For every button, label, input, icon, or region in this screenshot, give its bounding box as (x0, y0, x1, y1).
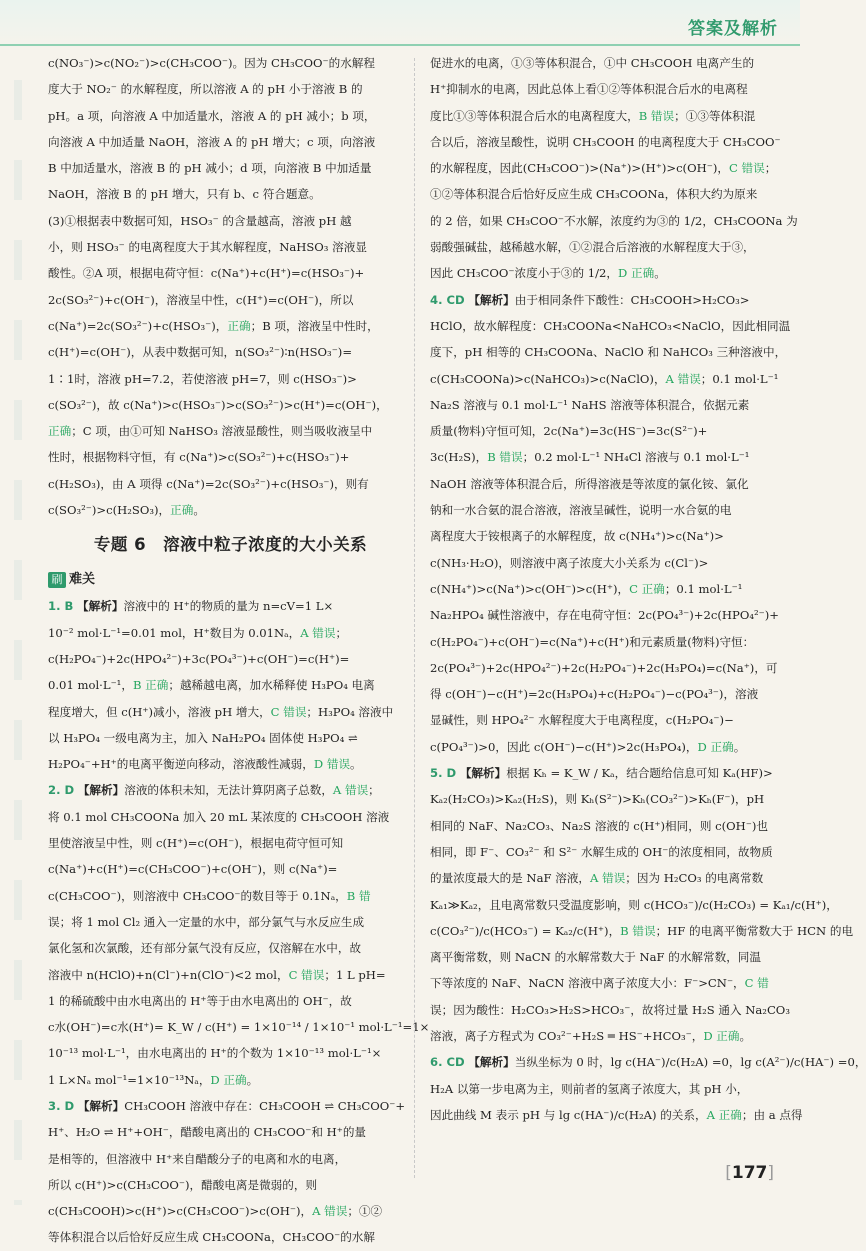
text-line: 10⁻² mol·L⁻¹=0.01 mol，H⁺数目为 0.01Nₐ，A 错误； (48, 625, 348, 640)
badge-label: 难关 (69, 572, 96, 588)
text-line: H₂PO₄⁻+H⁺的电离平衡逆向移动，溶液酸性减弱，D 错误。 (48, 757, 362, 772)
question-number: 5. D (430, 766, 457, 781)
header-rule (0, 44, 800, 46)
text-line: H⁺、H₂O ⇌ H⁺+OH⁻，醋酸电离出的 CH₃COO⁻和 H⁺的量 (48, 1125, 367, 1140)
text-line: 酸性。②A 项，根据电荷守恒：c(Na⁺)+c(H⁺)=c(HSO₃⁻)+ (48, 266, 365, 281)
verdict-highlight: D 正确 (618, 266, 655, 281)
text-line: c(H⁺)=c(OH⁻)，从表中数据可知，n(SO₃²⁻)∶n(HSO₃⁻)= (48, 345, 353, 360)
text-line (430, 287, 795, 313)
question-number: 6. CD (430, 1055, 465, 1070)
line-text: 溶液中的 H⁺的物质的量为 n=cV=1 L× (123, 599, 334, 614)
text-line: c(SO₃²⁻)>c(H₂SO₃)，正确。 (48, 503, 205, 518)
answer-q1 (48, 593, 413, 777)
text-line: 等体积混合以后恰好反应生成 CH₃COONa，CH₃COO⁻的水解 (48, 1230, 375, 1245)
column-divider (414, 58, 415, 1178)
text-line: 1∶1时，溶液 pH=7.2，若使溶液 pH=7，则 c(HSO₃⁻)> (48, 371, 357, 386)
text-line: 将 0.1 mol CH₃COONa 加入 20 mL 某浓度的 CH₃COOH 溶液 (48, 809, 390, 824)
text-line: NaOH 溶液等体积混合后，所得溶液是等浓度的氯化铵、氯化 (430, 476, 749, 491)
text-line: H₂A 以第一步电离为主，则前者的氢离子浓度大，其 pH 小， (430, 1081, 749, 1096)
text-line: 的 2 倍，如果 CH₃COO⁻不水解，浓度约为③的 1/2，CH₃COONa 为 (430, 213, 798, 228)
analysis-tag: 【解析】 (77, 783, 125, 798)
text-line (430, 1049, 866, 1075)
text-line: c(CH₃COOH)>c(H⁺)>c(CH₃COO⁻)>c(OH⁻)，A 错误；①② (48, 1204, 383, 1219)
question-number: 4. CD (430, 292, 465, 307)
verdict-highlight: B 错误 (638, 108, 675, 123)
text-line: 得 c(OH⁻)−c(H⁺)=2c(H₃PO₄)+c(H₂PO₄⁻)−c(PO₄³⁻)，溶液 (430, 687, 759, 702)
text-line: 弱酸强碱盐，越稀越水解，①②混合后溶液的水解程度大于③， (430, 240, 755, 255)
text-line: pH。a 项，向溶液 A 中加适量水，溶液 A 的 pH 减小；b 项， (48, 108, 376, 123)
verdict-highlight: A 错误 (332, 783, 369, 798)
text-line: 相同的 NaF、Na₂CO₃、Na₂S 溶液的 c(H⁺)相同，则 c(OH⁻)也 (430, 818, 768, 833)
text-line: 误；将 1 mol Cl₂ 通入一定量的水中，部分氯气与水反应生成 (48, 914, 365, 929)
verdict-highlight: C 错误 (270, 704, 307, 719)
text-line: 溶液中 n(HClO)+n(Cl⁻)+n(ClO⁻)<2 mol，C 错误；1 L pH= (48, 967, 386, 982)
section-title: 专题 6 溶液中粒子浓度的大小关系 (93, 535, 368, 555)
text-line: 度下，pH 相等的 CH₃COONa、NaClO 和 NaHCO₃ 三种溶液中， (430, 345, 787, 360)
text-line: 相同，即 F⁻、CO₃²⁻ 和 S²⁻ 水解生成的 OH⁻的浓度相同，故物质 (430, 844, 773, 859)
answer-q3-continued (430, 50, 798, 287)
analysis-tag: 【解析】 (77, 599, 124, 614)
text-line: H⁺抑制水的电离，因此总体上看①②等体积混合后水的电离程 (430, 82, 748, 97)
verdict-highlight: B 错误 (487, 450, 523, 465)
text-line: 因此 CH₃COO⁻浓度小于③的 1/2，D 正确。 (430, 266, 666, 281)
continued-answer-block (48, 50, 413, 523)
verdict-highlight: C 错误 (728, 161, 765, 176)
text-line: c(H₂SO₃)，由 A 项得 c(Na⁺)=2c(SO₃²⁻)+c(HSO₃⁻)，则有 (48, 476, 369, 491)
text-line: 显碱性，则 HPO₄²⁻ 水解程度大于电离程度，c(H₂PO₄⁻)− (430, 713, 734, 728)
brush-badge-icon: 刷 (48, 572, 66, 588)
answer-q4 (430, 287, 795, 760)
text-line: 正确；C 项，由①可知 NaHSO₃ 溶液显酸性，则当吸收液呈中 (48, 424, 373, 439)
verdict-highlight: 正确 (48, 424, 72, 439)
text-line: 1 的稀硫酸中由水电离出的 H⁺等于由水电离出的 OH⁻，故 (48, 993, 352, 1008)
text-line: 10⁻¹³ mol·L⁻¹，由水电离出的 H⁺的个数为 1×10⁻¹³ mol·L⁻¹× (48, 1046, 382, 1061)
page-number-value: 177 (731, 1163, 768, 1183)
text-line: (3)①根据表中数据可知，HSO₃⁻ 的含量越高，溶液 pH 越 (48, 213, 352, 228)
header-band (0, 0, 800, 50)
text-line: 以 H₃PO₄ 一级电离为主，加入 NaH₂PO₄ 固体使 H₃PO₄ ⇌ (48, 730, 358, 745)
page-bracket-right: ] (767, 1163, 774, 1183)
verdict-highlight: D 正确 (210, 1072, 247, 1087)
verdict-highlight: A 错误 (312, 1204, 348, 1219)
verdict-highlight: C 错误 (288, 967, 325, 982)
difficulty-badge (48, 567, 413, 593)
right-column (430, 50, 866, 1128)
answer-q3 (48, 1093, 413, 1251)
text-line: c(NH₄⁺)>c(Na⁺)>c(OH⁻)>c(H⁺)，C 正确；0.1 mol·L⁻¹ (430, 581, 743, 596)
text-line: c(CH₃COONa)>c(NaHCO₃)>c(NaClO)，A 错误；0.1 mol·L⁻¹ (430, 371, 779, 386)
text-line: c(PO₄³⁻)>0，因此 c(OH⁻)−c(H⁺)>2c(H₃PO₄)，D 正确。 (430, 739, 746, 754)
text-line: Na₂HPO₄ 碱性溶液中，存在电荷守恒：2c(PO₄³⁻)+2c(HPO₄²⁻)+ (430, 608, 779, 623)
text-line: 的水解程度，因此(CH₃COO⁻)>(Na⁺)>(H⁺)>c(OH⁻)，C 错误； (430, 161, 777, 176)
question-number: 3. D (48, 1098, 75, 1113)
answer-q2 (48, 777, 430, 1093)
text-line: 离程度大于铵根离子的水解程度，故 c(NH₄⁺)>c(Na⁺)> (430, 529, 724, 544)
text-line: 因此曲线 M 表示 pH 与 lg c(HA⁻)/c(H₂A) 的关系，A 正确；由 a 点得 (430, 1107, 803, 1122)
verdict-highlight: D 正确 (703, 1028, 740, 1043)
verdict-highlight: B 正确 (132, 678, 169, 693)
line-text: 溶液的体积未知，无法计算阴离子总数，A 错误； (124, 783, 380, 798)
text-line: 的量浓度最大的是 NaF 溶液，A 错误；因为 H₂CO₃ 的电离常数 (430, 871, 764, 886)
question-number: 1. B (48, 599, 74, 614)
verdict-highlight: C 正确 (629, 581, 665, 596)
verdict-highlight: A 错误 (300, 625, 336, 640)
verdict-highlight: B 错误 (620, 923, 656, 938)
text-line: ①②等体积混合后恰好反应生成 CH₃COONa，体积大约为原来 (430, 187, 758, 202)
text-line: Kₐ₁≫Kₐ₂，且电离常数只受温度影响，则 c(HCO₃⁻)/c(H₂CO₃) = Kₐ₁/c(H⁺)， (430, 897, 838, 912)
text-line: 小，则 HSO₃⁻ 的电离程度大于其水解程度，NaHSO₃ 溶液显 (48, 240, 367, 255)
line-text: 由于相同条件下酸性：CH₃COOH>H₂CO₃> (514, 292, 750, 307)
answer-q6 (430, 1049, 866, 1128)
verdict-highlight: A 错误 (590, 871, 626, 886)
text-line: B 中加适量水，溶液 B 的 pH 减小；d 项，向溶液 B 中加适量 (48, 161, 372, 176)
analysis-tag: 【解析】 (468, 1055, 515, 1070)
text-line: c(NO₃⁻)>c(NO₂⁻)>c(CH₃COO⁻)。因为 CH₃COO⁻的水解程 (48, 56, 375, 70)
margin-decoration (14, 0, 22, 1205)
text-line: NaOH，溶液 B 的 pH 增大，只有 b、c 符合题意。 (48, 187, 321, 202)
answer-q5 (430, 760, 854, 1049)
text-line (48, 777, 413, 803)
text-line: c(CO₃²⁻)/c(HCO₃⁻) = Kₐ₂/c(H⁺)，B 错误；HF 的电离平衡常数大于 HCN 的电 (430, 923, 854, 938)
text-line: 2c(PO₄³⁻)+2c(HPO₄²⁻)+2c(H₂PO₄⁻)+2c(H₃PO₄)=c(Na⁺)，可 (430, 660, 778, 675)
text-line: 2c(SO₃²⁻)+c(OH⁻)，溶液呈中性，c(H⁺)=c(OH⁻)，所以 (48, 292, 354, 307)
text-line: 溶液，离子方程式为 CO₃²⁻+H₂S ═ HS⁻+HCO₃⁻，D 正确。 (430, 1028, 752, 1043)
text-line: 度大于 NO₂⁻ 的水解程度，所以溶液 A 的 pH 小于溶液 B 的 (48, 82, 363, 97)
text-line: 离平衡常数，则 NaCN 的水解常数大于 NaF 的水解常数，同温 (430, 950, 761, 965)
text-line: 下等浓度的 NaF、NaCN 溶液中离子浓度大小：F⁻>CN⁻，C 错 (430, 976, 769, 991)
page-header-title: 答案及解析 (688, 19, 778, 39)
text-line: c(NH₃·H₂O)，则溶液中离子浓度大小关系为 c(Cl⁻)> (430, 555, 709, 570)
text-line: 氯化氢和次氯酸，还有部分氯气没有反应，仅溶解在水中，故 (48, 941, 362, 956)
analysis-tag: 【解析】 (459, 766, 507, 781)
line-text: 当纵坐标为 0 时，lg c(HA⁻)/c(H₂A) =0，lg c(A²⁻)/c(HA⁻) =0， (514, 1055, 866, 1070)
page-bracket-left: [ (725, 1163, 732, 1183)
text-line (48, 1093, 413, 1119)
text-line: Na₂S 溶液与 0.1 mol·L⁻¹ NaHS 溶液等体积混合，依据元素 (430, 397, 750, 412)
verdict-highlight: A 正确 (706, 1107, 742, 1122)
verdict-highlight: 正确 (227, 318, 251, 333)
text-line: 性时，根据物料守恒，有 c(Na⁺)>c(SO₃²⁻)+c(HSO₃⁻)+ (48, 450, 350, 465)
text-line: Kₐ₂(H₂CO₃)>Kₐ₂(H₂S)，则 Kₕ(S²⁻)>Kₕ(CO₃²⁻)>Kₕ(F⁻)，pH (430, 792, 765, 807)
text-line: 1 L×Nₐ mol⁻¹=1×10⁻¹³Nₐ，D 正确。 (48, 1072, 259, 1087)
verdict-highlight: C 错 (744, 976, 769, 991)
text-line: c水(OH⁻)=c水(H⁺)= K_W / c(H⁺) = 1×10⁻¹⁴ / 1×10⁻¹ mol·L⁻¹=1× (48, 1020, 430, 1035)
analysis-tag: 【解析】 (77, 1098, 125, 1113)
text-line: HClO，故水解程度：CH₃COONa<NaHCO₃<NaClO，因此相同温 (430, 318, 791, 333)
text-line: 误；因为酸性：H₂CO₃>H₂S>HCO₃⁻，故将过量 H₂S 通入 Na₂CO₃ (430, 1002, 790, 1017)
verdict-highlight: B 错 (346, 888, 371, 903)
question-number: 2. D (48, 783, 75, 798)
text-line: 向溶液 A 中加适量 NaOH，溶液 A 的 pH 增大；c 项，向溶液 (48, 134, 376, 149)
text-line: 质量(物料)守恒可知，2c(Na⁺)=3c(HS⁻)=3c(S²⁻)+ (430, 424, 708, 439)
text-line (430, 760, 795, 786)
text-line: 度比①③等体积混合后水的电离程度大，B 错误；①③等体积混 (430, 108, 756, 123)
page-number (725, 1163, 774, 1183)
text-line: c(Na⁺)=2c(SO₃²⁻)+c(HSO₃⁻)，正确；B 项，溶液呈中性时， (48, 318, 379, 333)
text-line: 是相等的，但溶液中 H⁺来自醋酸分子的电离和水的电离， (48, 1151, 347, 1166)
text-line: c(H₂PO₄⁻)+c(OH⁻)=c(Na⁺)+c(H⁺)和元素质量(物料)守恒： (430, 634, 755, 649)
text-line: 钠和一水合氨的混合溶液，溶液呈碱性，说明一水合氨的电 (430, 503, 732, 518)
text-line: c(H₂PO₄⁻)+2c(HPO₄²⁻)+3c(PO₄³⁻)+c(OH⁻)=c(H⁺)= (48, 651, 350, 666)
line-text: 根据 Kₕ = K_W / Kₐ，结合题给信息可知 Kₐ(HF)> (506, 766, 773, 781)
verdict-highlight: D 错误 (313, 757, 351, 772)
text-line: 程度增大，但 c(H⁺)减小，溶液 pH 增大，C 错误；H₃PO₄ 溶液中 (48, 704, 394, 719)
text-line: c(SO₃²⁻)，故 c(Na⁺)>c(HSO₃⁻)>c(SO₃²⁻)>c(H⁺)=c(OH⁻)， (48, 397, 388, 412)
text-line: 0.01 mol·L⁻¹，B 正确；越稀越电离，加水稀释使 H₃PO₄ 电离 (48, 678, 375, 693)
text-line: 促进水的电离，①③等体积混合，①中 CH₃COOH 电离产生的 (430, 56, 755, 70)
text-line (48, 593, 413, 619)
verdict-highlight: A 错误 (665, 371, 701, 386)
analysis-tag: 【解析】 (468, 292, 515, 307)
text-line: 3c(H₂S)，B 错误；0.2 mol·L⁻¹ NH₄Cl 溶液与 0.1 mol·L⁻¹ (430, 450, 750, 465)
line-text: CH₃COOH 溶液中存在：CH₃COOH ⇌ CH₃COO⁻+ (124, 1098, 406, 1113)
verdict-highlight: 正确 (170, 503, 194, 518)
text-line: c(CH₃COO⁻)，则溶液中 CH₃COO⁻的数目等于 0.1Nₐ，B 错 (48, 888, 371, 903)
text-line: c(Na⁺)+c(H⁺)=c(CH₃COO⁻)+c(OH⁻)，则 c(Na⁺)= (48, 862, 338, 877)
text-line: 合以后，溶液呈酸性，说明 CH₃COOH 的电离程度大于 CH₃COO⁻ (430, 134, 781, 149)
text-line: 所以 c(H⁺)>c(CH₃COO⁻)，醋酸电离是微弱的，则 (48, 1177, 318, 1192)
text-line: 里使溶液呈中性，则 c(H⁺)=c(OH⁻)，根据电荷守恒可知 (48, 836, 344, 851)
verdict-highlight: D 正确 (697, 739, 734, 754)
left-column (48, 50, 430, 1251)
